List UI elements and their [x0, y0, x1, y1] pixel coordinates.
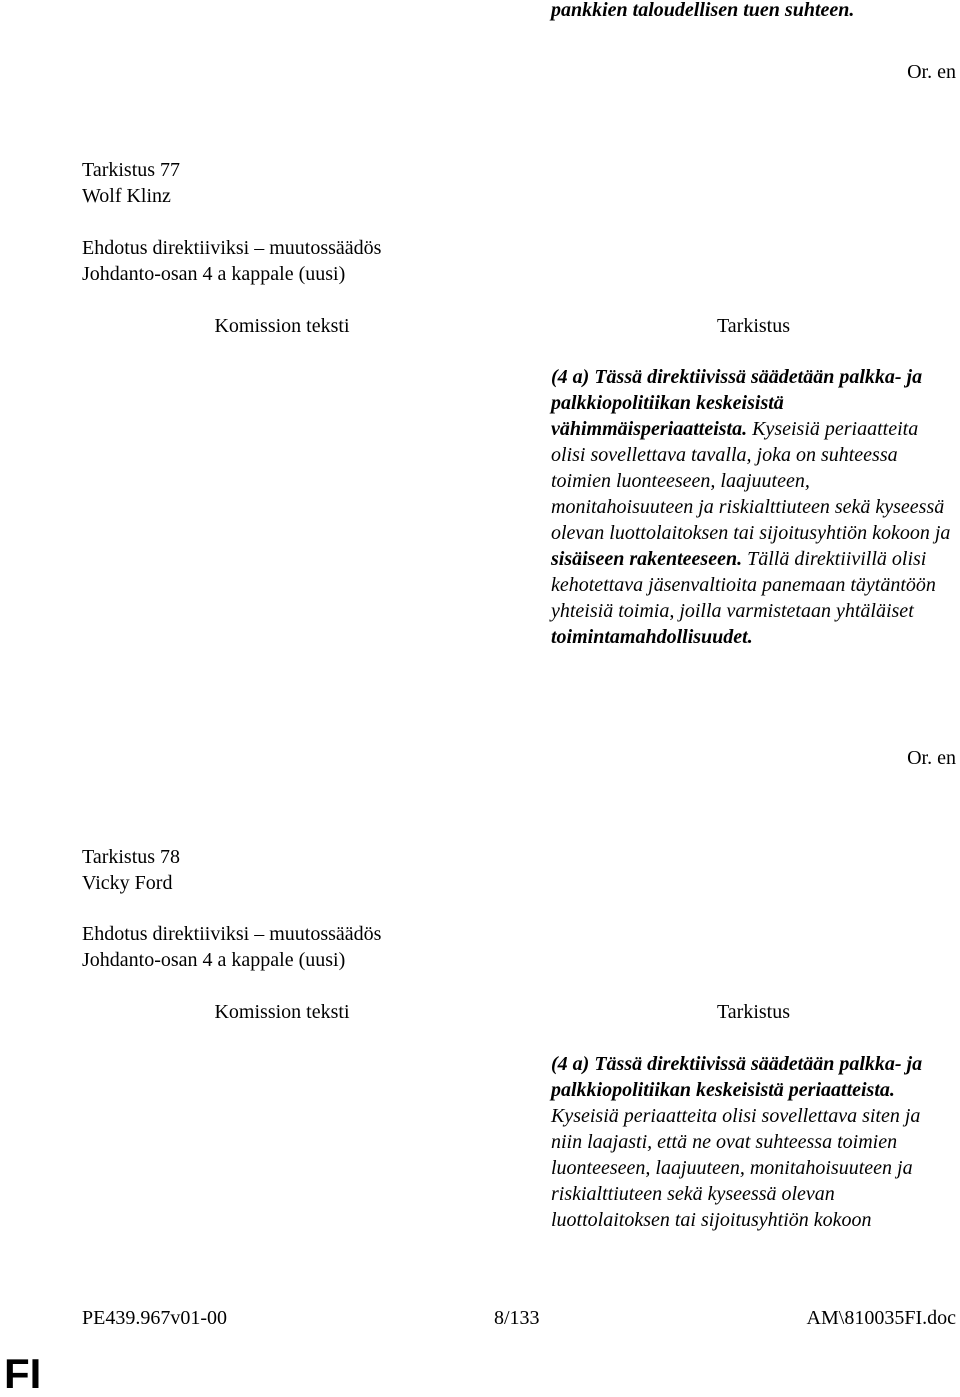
- amendment-text-added: toimintamahdollisuudet.: [551, 626, 753, 648]
- amendment-text-added: sisäiseen rakenteeseen.: [551, 548, 743, 570]
- amendment-text-unchanged: Kyseisiä periaatteita olisi sovellettava tavalla, joka on suhteessa toimien luonteeseen, laajuuteen, monitahoisuuteen ja riskialttiuteen sekä kyseessä olevan luottolaitoksen tai sijoitusyhtiön kokoon ja: [551, 418, 951, 544]
- amendment-text-unchanged: Kyseisiä periaatteita olisi sovellettava siten ja niin laajasti, että ne ovat suhteessa toimien luonteeseen, laajuuteen, monitahoisuuteen ja riskialttiuteen sekä kyseessä olevan luottolaitoksen tai sijoitusyhtiön kokoon: [551, 1105, 921, 1231]
- amendment-author: Vicky Ford: [82, 872, 173, 894]
- amendment-number: Tarkistus 77: [82, 159, 181, 181]
- amendment-author: Wolf Klinz: [82, 185, 171, 207]
- footer-page-number: 8/133: [494, 1307, 540, 1329]
- column-heading-commission: Komission teksti: [214, 315, 350, 337]
- footer-doc-ref: PE439.967v01-00: [82, 1307, 227, 1329]
- proposal-location: Johdanto-osan 4 a kappale (uusi): [82, 949, 346, 971]
- column-heading-amendment: Tarkistus: [716, 1001, 791, 1023]
- proposal-location: Johdanto-osan 4 a kappale (uusi): [82, 263, 346, 285]
- continued-text-fragment: pankkien taloudellisen tuen suhteen.: [551, 0, 855, 21]
- amendment-text: [551, 364, 956, 650]
- column-heading-amendment: Tarkistus: [716, 315, 791, 337]
- origin-language: Or. en: [907, 747, 956, 769]
- amendment-text-added: (4 a) Tässä direktiivissä säädetään palkka- ja palkkiopolitiikan keskeisistä vähimmäisperiaatteista.: [551, 366, 923, 440]
- amendment-number: Tarkistus 78: [82, 846, 181, 868]
- amendment-text: [551, 1051, 956, 1233]
- language-code: FI: [4, 1350, 42, 1397]
- amendment-text-unchanged: Tällä direktiivillä olisi kehotettava jäsenvaltioita panemaan täytäntöön yhteisiä toimia, joilla varmistetaan yhtäläiset: [551, 548, 936, 622]
- proposal-title: Ehdotus direktiiviksi – muutossäädös: [82, 923, 382, 945]
- origin-language: Or. en: [907, 61, 956, 83]
- proposal-title: Ehdotus direktiiviksi – muutossäädös: [82, 237, 382, 259]
- footer-file-name: AM\810035FI.doc: [806, 1307, 956, 1329]
- column-heading-commission: Komission teksti: [214, 1001, 350, 1023]
- amendment-text-added: (4 a) Tässä direktiivissä säädetään palkka- ja palkkiopolitiikan keskeisistä periaatteista.: [551, 1053, 923, 1101]
